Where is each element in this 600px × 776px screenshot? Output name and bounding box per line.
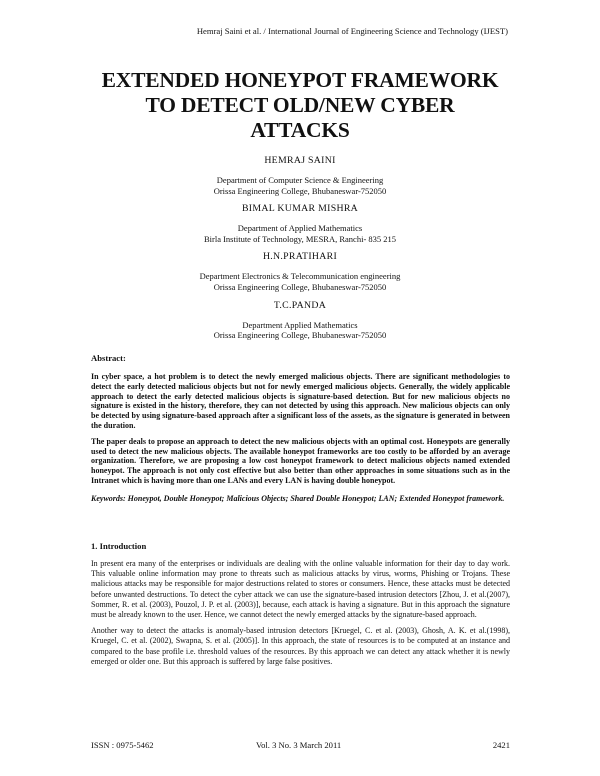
author-block	[60, 154, 540, 196]
keywords-label: Keywords:	[91, 493, 126, 503]
running-head: Hemraj Saini et al. / International Journal of Engineering Science and Technology (IJEST)	[196, 26, 508, 36]
author-department: Department of Computer Science & Engineering	[216, 175, 384, 185]
introduction-section	[91, 541, 510, 673]
title-line: TO DETECT OLD/NEW CYBER	[145, 93, 455, 117]
author-block	[60, 299, 540, 341]
title-line: ATTACKS	[250, 118, 350, 142]
author-department: Department Electronics & Telecommunication engineering	[199, 271, 401, 282]
author-block	[60, 202, 540, 244]
author-name: H.N.PRATIHARI	[262, 251, 338, 263]
author-institution: Orissa Engineering College, Bhubaneswar-752050	[213, 281, 387, 292]
author-name: HEMRAJ SAINI	[264, 155, 336, 166]
body-paragraph: Another way to detect the attacks is anomaly-based intrusion detectors [Kruegel, C. et al. (2003), Ghosh, A. K. et al.(1998), Kruegel, C. et al. (2002), Swapna, S. et al. (2005)]. In this approach, the state of resources is to be computed at an instance and compared to the base profile i.e. threshold values of the resources. By this approach we can detect any attack whether it is newly emerged or older one. But this approach is suffered by large false positives.	[91, 626, 510, 666]
abstract-paragraph: In cyber space, a hot problem is to detect the newly emerged malicious objects. There are significant methodologies to detect the early detected malicious objects but not for newly emerged malicious objects. Generally, the widely applicable approach to detect the early detected malicious objects is signature-based detection. But for new malicious objects no signature is existed in the history, therefore, they can not detected by using this approach. New malicious objects can only be detected by using signature-based approach after a significant loss of the assets, as the signature is generated in between the duration.	[91, 372, 510, 430]
footer-volume: Vol. 3 No. 3 March 2011	[256, 740, 342, 750]
author-institution: Orissa Engineering College, Bhubaneswar-752050	[213, 185, 387, 196]
body-paragraph: In present era many of the enterprises or individuals are dealing with the online valuable information for their day to day work. This valuable online information may prone to threats such as malicious attacks by virus, worms, Phishing or Trojans. These malicious attacks may be responsible for major destructions related to stores or consumers. Hence, these attacks must be detected before unwanted destructions. To detect the cyber attack we can use the signature-based intrusion detectors [Zhou, J. et al.(2007), Sommer, R. et al. (2003), Pouzol, J. P. et al. (2003)], because, each attack is having a signature. But in this approach the signature must be already known to the user. Hence, we cannot detect the newly emerged attacks by the signature-based approach.	[91, 559, 510, 620]
author-department: Department Applied Mathematics	[242, 319, 358, 330]
keywords	[91, 494, 510, 504]
page-number: 2421	[492, 740, 510, 750]
paper-title	[60, 68, 540, 143]
author-institution: Birla Institute of Technology, MESRA, Ranchi- 835 215	[203, 233, 397, 244]
author-name: T.C.PANDA	[273, 299, 327, 311]
keywords-text: Honeypot, Double Honeypot; Malicious Objects; Shared Double Honeypot; LAN; Extended Honeypot framework.	[125, 493, 505, 503]
author-name: BIMAL KUMAR MISHRA	[241, 203, 359, 215]
author-department: Department of Applied Mathematics	[237, 223, 363, 234]
abstract-paragraph: The paper deals to propose an approach to detect the new malicious objects with an optimal cost. Honeypots are generally used to detect the new malicious objects. The available honeypot frameworks are too costly to be afforded by an average organization. Therefore, we are proposing a low cost honeypot framework to detect malicious objects named extended honeypot. The approach is not only cost effective but also better than other approaches in some situations such as in the Intranet which is having more than one LANs and every LAN is having double honeypot.	[91, 436, 510, 485]
abstract-heading: Abstract:	[91, 353, 126, 363]
section-heading: 1. Introduction	[91, 541, 147, 551]
title-line: EXTENDED HONEYPOT FRAMEWORK	[101, 68, 499, 92]
author-list	[60, 154, 540, 347]
author-block	[60, 250, 540, 292]
author-institution: Orissa Engineering College, Bhubaneswar-752050	[213, 330, 387, 341]
footer-issn: ISSN : 0975-5462	[91, 740, 154, 750]
abstract-section	[91, 353, 510, 504]
